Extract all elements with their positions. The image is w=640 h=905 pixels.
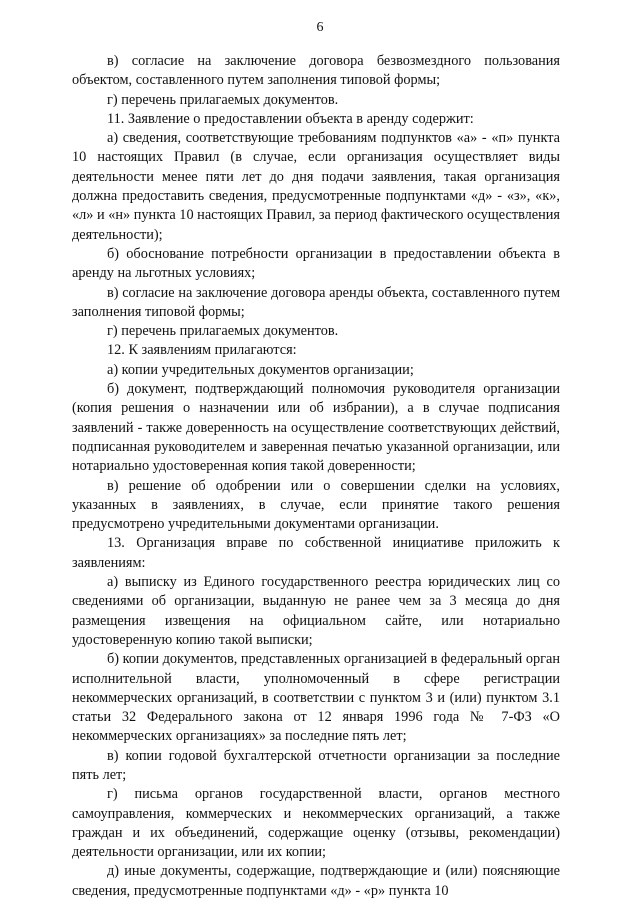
paragraph: в) решение об одобрении или о совершении сделки на условиях, указанных в заявлениях, в случае, если принятие такого решения предусмотрено учредительными документами организации. [72, 477, 560, 533]
document-body [72, 52, 560, 901]
paragraph: в) согласие на заключение договора аренды объекта, составленного путем заполнения типовой формы; [72, 284, 560, 320]
paragraph: а) копии учредительных документов организации; [107, 361, 414, 378]
paragraph: 12. К заявлениям прилагаются: [107, 342, 297, 359]
paragraph: в) согласие на заключение договора безвозмездного пользования объектом, составленного путем заполнения типовой формы; [72, 53, 560, 89]
paragraph: 13. Организация вправе по собственной инициативе приложить к заявлениям: [72, 535, 560, 571]
paragraph: г) перечень прилагаемых документов. [107, 323, 339, 340]
paragraph: 11. Заявление о предоставлении объекта в аренду содержит: [107, 110, 474, 127]
paragraph: б) документ, подтверждающий полномочия руководителя организации (копия решения о назначении или об избрании), а в случае подписания заявлений - также доверенность на осуществление соответствующих действий, подписанная руководителем и заверенная печатью указанной организации, или нотариально удостоверенная копия такой доверенности; [72, 381, 560, 475]
page-number: 6 [316, 20, 324, 35]
paragraph: а) сведения, соответствующие требованиям подпунктов «а» - «п» пункта 10 настоящих Правил (в случае, если организация осуществляет виды деятельности менее пяти лет до дня подачи заявления, такая организация должна предоставить сведения, предусмотренные подпунктами «д» - «з», «к», «л» и «н» пункта 10 настоящих Правил, за период фактического осуществления деятельности); [72, 130, 560, 243]
paragraph: г) письма органов государственной власти, органов местного самоуправления, коммерческих и некоммерческих организаций, а также граждан и их объединений, содержащие оценку (отзывы, рекомендации) деятельности организации, или их копии; [72, 786, 560, 861]
paragraph: б) обоснование потребности организации в предоставлении объекта в аренду на льготных условиях; [72, 245, 560, 282]
paragraph: г) перечень прилагаемых документов. [107, 91, 339, 108]
paragraph: б) копии документов, представленных организацией в федеральный орган исполнительной власти, уполномоченный в сфере регистрации некоммерческих организаций, в соответствии с пунктом 3 и (или) пунктом 3.1 статьи 32 Федерального закона от 12 января 1996 года № 7-ФЗ «О некоммерческих организациях» за последние пять лет; [72, 651, 560, 745]
paragraph: в) копии годовой бухгалтерской отчетности организации за последние пять лет; [72, 747, 560, 783]
paragraph: а) выписку из Единого государственного реестра юридических лиц со сведениями об организации, выданную не ранее чем за 3 месяца до дня размещения извещения на официальном сайте, или нотариально удостоверенную копию такой выписки; [72, 574, 560, 648]
paragraph: д) иные документы, содержащие, подтверждающие и (или) поясняющие сведения, предусмотренные подпунктами «д» - «р» пункта 10 [72, 863, 560, 899]
